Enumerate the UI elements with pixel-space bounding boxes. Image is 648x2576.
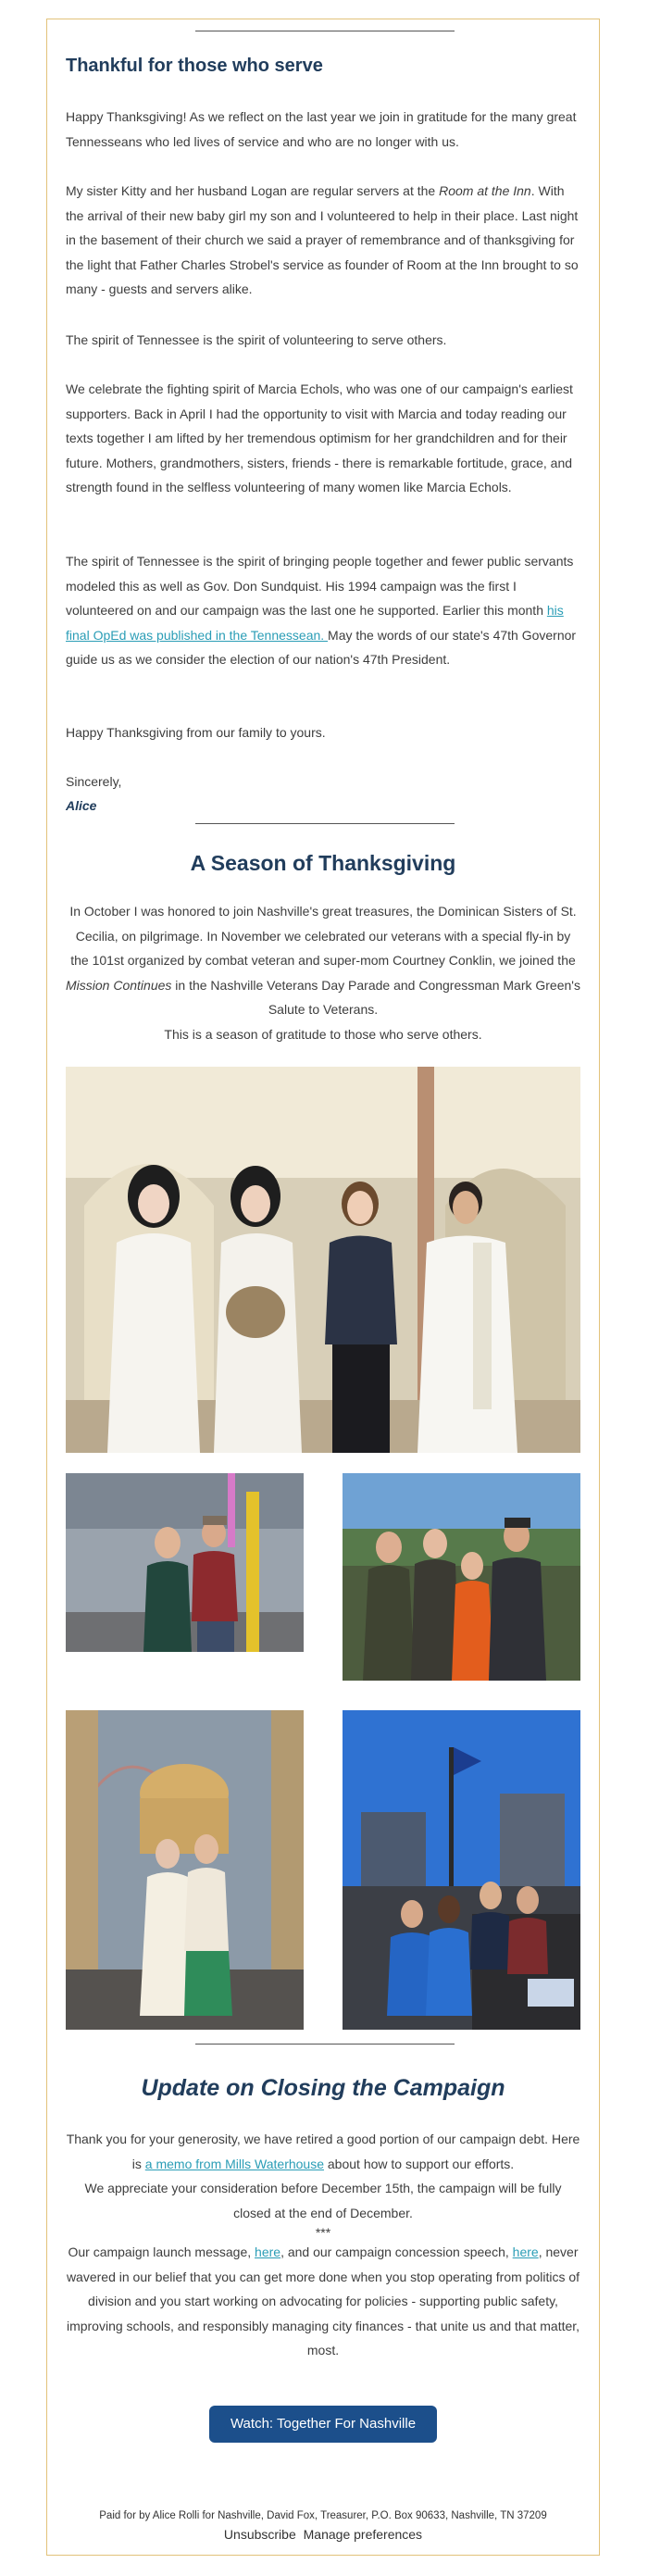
text: , and our campaign concession speech, [280, 2245, 513, 2259]
emphasis: Mission Continues [66, 977, 172, 993]
section-title-thankful: Thankful for those who serve [66, 56, 323, 76]
paragraph-pilgrimage [66, 899, 580, 1022]
oped-link[interactable]: his final OpEd was published in the Tennessean. [66, 603, 564, 643]
text: In October I was honored to join Nashville's great treasures, the Dominican Sisters of St. Cecilia, on pilgrimage. In November we celebrated our veterans with a special fly-in by the 101st organized by combat veteran and super-mom Courtney Conklin, we joined the [69, 904, 577, 968]
text: Thank you for your generosity, we have retired a good portion of our campaign debt. Here is [66, 2132, 580, 2171]
closing: Sincerely, [66, 774, 122, 789]
text: in the Nashville Veterans Day Parade and Congressman Mark Green's Salute to Veterans. [171, 977, 580, 1017]
signature: Alice [66, 798, 97, 813]
text: The spirit of Tennessee is the spirit of bringing people together and fewer public servants modeled this as well as Gov. Don Sundquist. His 1994 campaign was the first I volunteered on and our campaign was the last one he supported. Earlier this month [66, 554, 574, 618]
paid-for-disclaimer: Paid for by Alice Rolli for Nashville, David Fox, Treasurer, P.O. Box 90633, Nashville, TN 37209 [99, 2510, 547, 2521]
concession-speech-link[interactable]: here [512, 2245, 539, 2259]
paragraph-intro: Happy Thanksgiving! As we reflect on the last year we join in gratitude for the many great Tennesseans who led lives of service and who are no longer with us. [66, 109, 577, 149]
photo-dominican-sisters [66, 1067, 580, 1453]
photo-veterans-parade [343, 1710, 580, 2030]
divider [195, 823, 455, 824]
text: , never wavered in our belief that you can get more done when you stop operating from politics of division and you start working on advocating for policies - supporting public safety, improving schools, and responsibly managing city finances - that unite us and that matter, most. [66, 2245, 580, 2357]
section-title-season: A Season of Thanksgiving [190, 851, 456, 875]
photo-group-four [343, 1473, 580, 1681]
text: May the words of our state's 47th Governor guide us as we consider the election of our nation's 47th President. [66, 627, 577, 667]
text: My sister Kitty and her husband Logan are regular servers at the [66, 183, 440, 198]
paragraph-sundquist [66, 549, 580, 672]
unsubscribe-link[interactable]: Unsubscribe [223, 2527, 296, 2542]
emphasis: Room at the Inn [439, 183, 531, 198]
memo-link[interactable]: a memo from Mills Waterhouse [144, 2156, 324, 2171]
paragraph-deadline: We appreciate your consideration before December 15th, the campaign will be fully closed at the end of December. [84, 2181, 562, 2220]
watch-video-button[interactable]: Watch: Together For Nashville [209, 2406, 437, 2443]
separator-asterisks: *** [315, 2225, 331, 2240]
photo-st-peters [66, 1710, 304, 2030]
manage-preferences-link[interactable]: Manage preferences [303, 2527, 423, 2542]
footer-links [47, 2527, 599, 2542]
text: . With the arrival of their new baby girl my son and I volunteered to help in their place. Last night in the basement of their church we said a prayer of remembrance and of thanksgiving for the light that Father Charles Strobel's service as founder of Room at the Inn brought to so many - guests and servers alike. [66, 183, 579, 296]
email-container [46, 19, 600, 2556]
paragraph-thank-you [66, 2127, 580, 2176]
text: about how to support our efforts. [324, 2156, 515, 2171]
paragraph-campaign-messages [66, 2240, 580, 2363]
divider [195, 2044, 455, 2045]
launch-message-link[interactable]: here [255, 2245, 281, 2259]
text: Our campaign launch message, [68, 2245, 255, 2259]
paragraph-spirit-volunteering: The spirit of Tennessee is the spirit of volunteering to serve others. [66, 332, 447, 347]
paragraph-marcia-echols: We celebrate the fighting spirit of Marcia Echols, who was one of our campaign's earliest supporters. Back in April I had the opportunity to visit with Marcia and today reading our texts together I am lifted by her tremendous optimism for her grandchildren and for their future. Mothers, grandmothers, sisters, friends - there is remarkable fortitude, grace, and strength found in the selfless volunteering of many women like Marcia Echols. [66, 381, 573, 494]
photo-store-visit [66, 1473, 304, 1652]
section-title-closing: Update on Closing the Campaign [141, 2075, 505, 2101]
paragraph-happy-thanksgiving: Happy Thanksgiving from our family to yours. [66, 725, 326, 740]
paragraph-season-gratitude: This is a season of gratitude to those who serve others. [164, 1027, 482, 1042]
paragraph-room-at-the-inn [66, 179, 580, 302]
